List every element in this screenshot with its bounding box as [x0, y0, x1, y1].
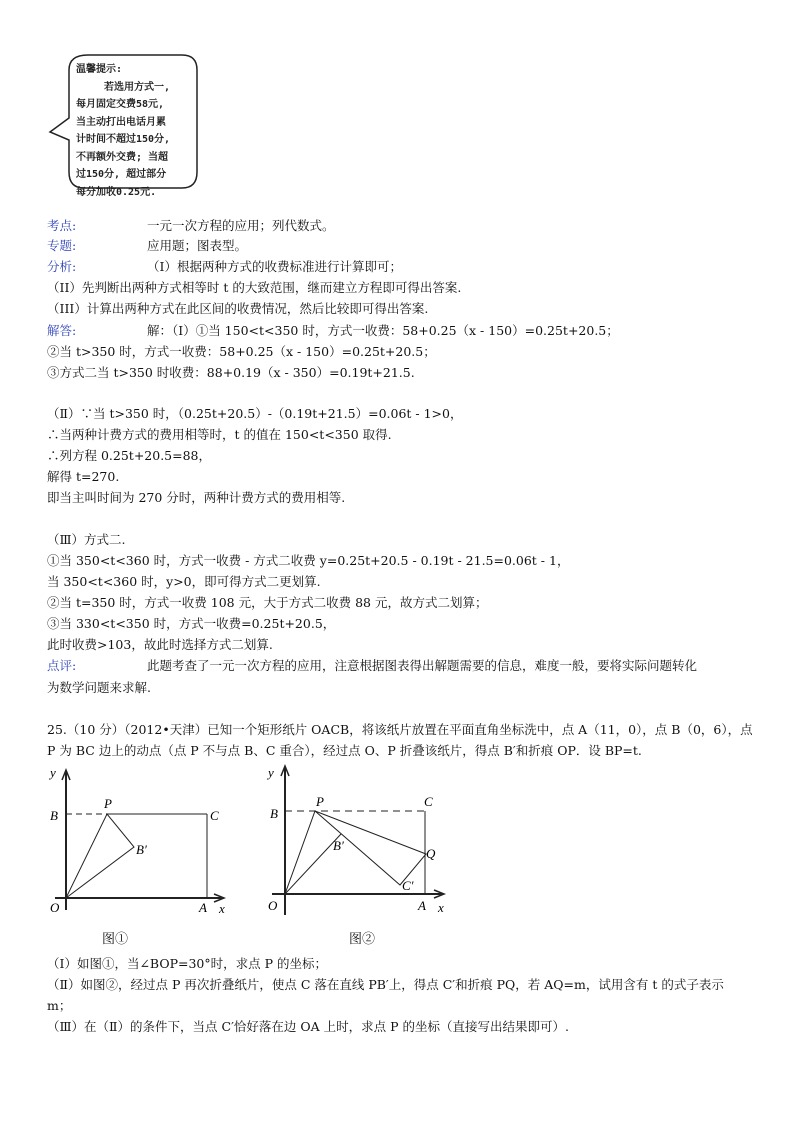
kaodian-label: 考点: — [47, 218, 77, 233]
fenxi-text: （I）根据两种方式的收费标准进行计算即可； — [147, 259, 402, 274]
dianping-label: 点评: — [47, 658, 77, 673]
jieda-line: 当 350<t<360 时，y>0，即可得方式二更划算. — [47, 574, 321, 589]
question-line: （Ⅰ）如图①，当∠BOP=30°时，求点 P 的坐标； — [47, 956, 327, 971]
question-line: m； — [47, 998, 72, 1013]
jieda-line: ∴列方程 0.25t+20.5=88， — [47, 448, 212, 463]
fig1-label-x: x — [219, 901, 225, 916]
jieda-line: ②当 t=350 时，方式一收费 108 元，大于方式二收费 88 元，故方式二划算； — [47, 595, 488, 610]
jieda-line: ②当 t>350 时，方式一收费：58+0.25（x - 150）=0.25t+20.5； — [47, 344, 436, 359]
jieda-line: ③方式二当 t>350 时收费：88+0.19（x - 350）=0.19t+21.5. — [47, 365, 415, 380]
jieda-label: 解答: — [47, 323, 77, 338]
jieda-line: ①当 350<t<360 时，方式一收费 - 方式二收费 y=0.25t+20.5 - 0.19t - 21.5=0.06t - 1， — [47, 553, 570, 568]
fig2-label-Q: Q — [426, 846, 436, 861]
jieda-line: ∴当两种计费方式的费用相等时，t 的值在 150<t<350 取得. — [47, 427, 392, 442]
jieda-line: （Ⅲ）方式二. — [47, 532, 126, 547]
kaodian-text: 一元一次方程的应用；列代数式。 — [147, 218, 335, 233]
fig1-label-P: P — [104, 796, 112, 811]
fenxi-line: （II）先判断出两种方式相等时 t 的大致范围，继而建立方程即可得出答案. — [47, 280, 462, 295]
jieda-line: 此时收费>103，故此时选择方式二划算. — [47, 637, 273, 652]
jieda-line: ③当 330<t<350 时，方式一收费=0.25t+20.5， — [47, 616, 336, 631]
fenxi-label: 分析: — [47, 259, 77, 274]
hint-bubble-text: 温馨提示: 若选用方式一, 每月固定交费58元, 当主动打出电话月累 计时间不超过150分, 不再额外交费; 当超 过150分, 超过部分 每分加收0.25元. — [76, 64, 171, 198]
fig1-label-B1: B′ — [136, 842, 147, 857]
fig1-label-B: B — [50, 808, 58, 823]
jieda-line: 即当主叫时间为 270 分时，两种计费方式的费用相等. — [47, 490, 346, 505]
fig2-label-B1: B′ — [333, 838, 344, 853]
fig2-label-B: B — [270, 806, 278, 821]
fig2-label-A: A — [418, 898, 426, 913]
dianping-line: 为数学问题来求解. — [47, 680, 151, 695]
problem-stem: P 为 BC 边上的动点（点 P 不与点 B、C 重合），经过点 O、P 折叠该纸片，得点 B′和折痕 OP．设 BP=t. — [47, 743, 642, 758]
problem-stem: 25.（10 分）（2012•天津）已知一个矩形纸片 OACB，将该纸片放置在平面直角坐标洗中，点 A（11，0），点 B（0，6），点 — [47, 722, 753, 737]
zhuanti-label: 专题: — [47, 238, 77, 253]
jieda-line: 解得 t=270. — [47, 469, 120, 484]
dianping-text: 此题考查了一元一次方程的应用，注意根据图表得出解题需要的信息，难度一般，要将实际问题转化 — [147, 658, 698, 673]
fig1-label-A: A — [199, 900, 207, 915]
fig2-label-O: O — [268, 898, 278, 913]
fig2-label-P: P — [316, 794, 324, 809]
fig1-label-C: C — [210, 808, 219, 823]
fig2-caption: 图② — [349, 932, 376, 947]
fig1-label-O: O — [50, 900, 60, 915]
zhuanti-text: 应用题；图表型。 — [147, 238, 248, 253]
question-line: （Ⅱ）如图②，经过点 P 再次折叠纸片，使点 C 落在直线 PB′上，得点 C′和折痕 PQ，若 AQ=m，试用含有 t 的式子表示 — [47, 977, 724, 992]
fenxi-line: （III）计算出两种方式在此区间的收费情况，然后比较即可得出答案. — [47, 301, 429, 316]
fig2-label-C1: C′ — [402, 878, 414, 893]
jieda-text: 解：（Ⅰ）①当 150<t<350 时，方式一收费：58+0.25（x - 150）=0.25t+20.5； — [147, 323, 619, 338]
question-line: （Ⅲ）在（Ⅱ）的条件下，当点 C′恰好落在边 OA 上时，求点 P 的坐标（直接写出结果即可）. — [47, 1019, 569, 1034]
jieda-line: （Ⅱ）∵当 t>350 时，（0.25t+20.5）-（0.19t+21.5）=0.06t - 1>0， — [47, 406, 463, 421]
fig2-label-x: x — [438, 900, 444, 915]
fig1-label-y: y — [50, 765, 56, 780]
fig2-label-C: C — [424, 794, 433, 809]
fig2-label-y: y — [268, 765, 274, 780]
fig1-caption: 图① — [102, 932, 129, 947]
